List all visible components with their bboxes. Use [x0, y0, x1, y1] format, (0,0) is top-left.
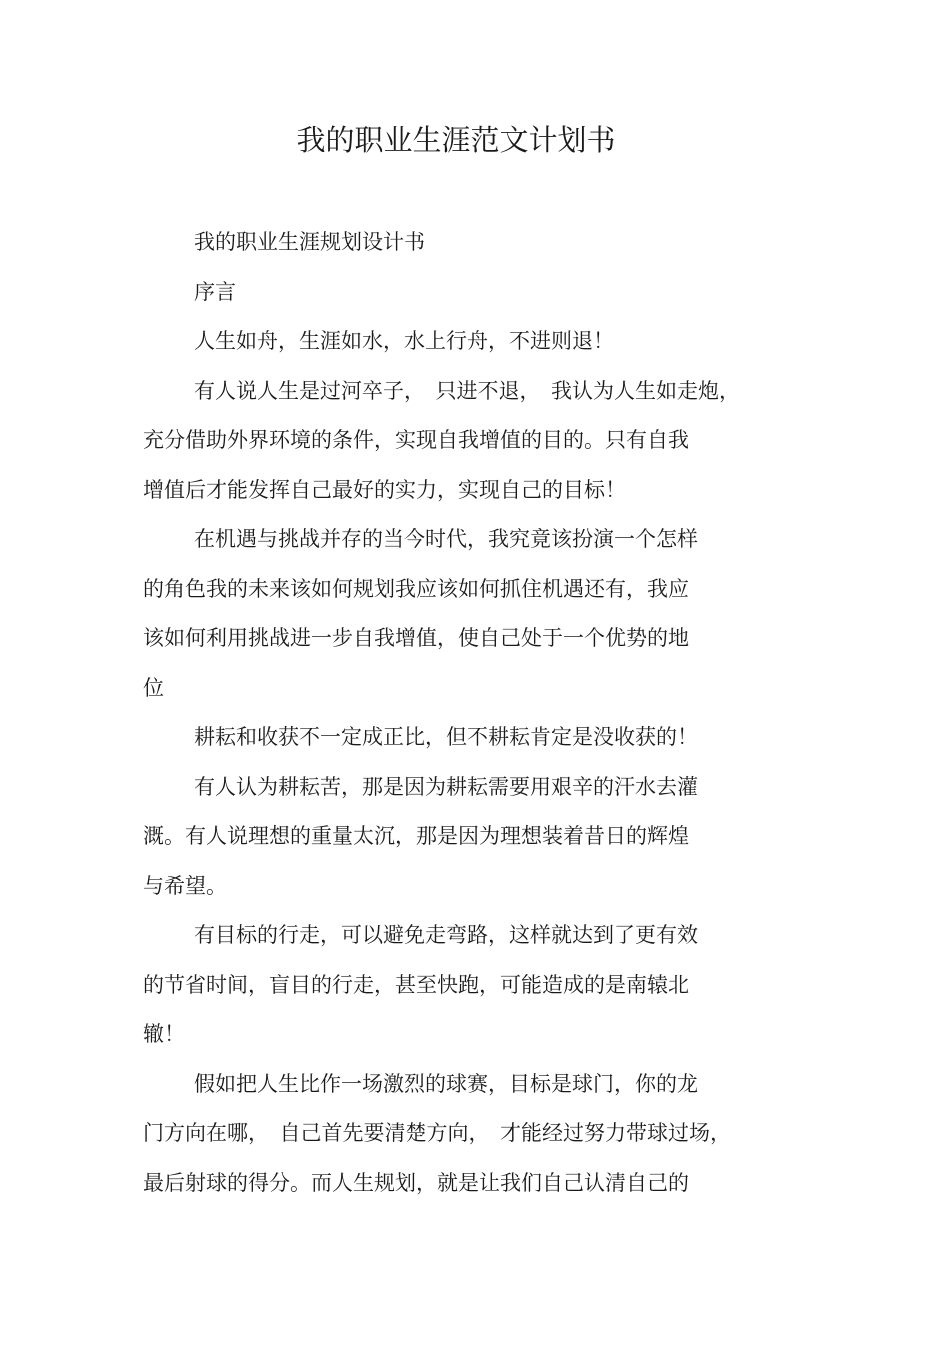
text-line: 人生如舟，生涯如水，水上行舟，不进则退！ — [194, 329, 614, 353]
text-line: 的节省时间，盲目的行走，甚至快跑，可能造成的是南辕北 — [143, 972, 689, 997]
text-line: 溉。有人说理想的重量太沉，那是因为理想装着昔日的辉煌 — [143, 824, 689, 848]
text-line: 序言 — [194, 279, 236, 304]
text-line: 充分借助外界环境的条件，实现自我增值的目的。只有自我 — [143, 428, 689, 452]
text-line: 假如把人生比作一场激烈的球赛，目标是球门，你的龙 — [194, 1071, 698, 1096]
text-line: 有人说人生是过河卒子， 只进不退， 我认为人生如走炮， — [194, 378, 740, 403]
text-line: 有人认为耕耘苦，那是因为耕耘需要用艰辛的汗水去灌 — [194, 774, 698, 799]
text-line: 位 — [143, 675, 164, 700]
text-line: 与希望。 — [143, 873, 227, 898]
text-line: 我的职业生涯规划设计书 — [194, 230, 425, 254]
text-line: 门方向在哪， 自己首先要清楚方向， 才能经过努力带球过场， — [143, 1121, 731, 1145]
text-line: 该如何利用挑战进一步自我增值，使自己处于一个优势的地 — [143, 626, 689, 650]
text-line: 的角色我的未来该如何规划我应该如何抓住机遇还有，我应 — [143, 576, 689, 601]
text-line: 耕耘和收获不一定成正比，但不耕耘肯定是没收获的！ — [194, 725, 698, 749]
text-line: 在机遇与挑战并存的当今时代，我究竟该扮演一个怎样 — [194, 527, 698, 551]
text-line: 增值后才能发挥自己最好的实力，实现自己的目标！ — [143, 477, 626, 502]
text-line: 辙！ — [143, 1022, 185, 1046]
text-line: 有目标的行走，可以避免走弯路，这样就达到了更有效 — [194, 923, 698, 947]
document-body — [143, 222, 803, 1212]
document-title: 我的职业生涯范文计划书 — [296, 123, 616, 157]
text-line: 最后射球的得分。而人生规划，就是让我们自己认清自己的 — [143, 1170, 689, 1195]
